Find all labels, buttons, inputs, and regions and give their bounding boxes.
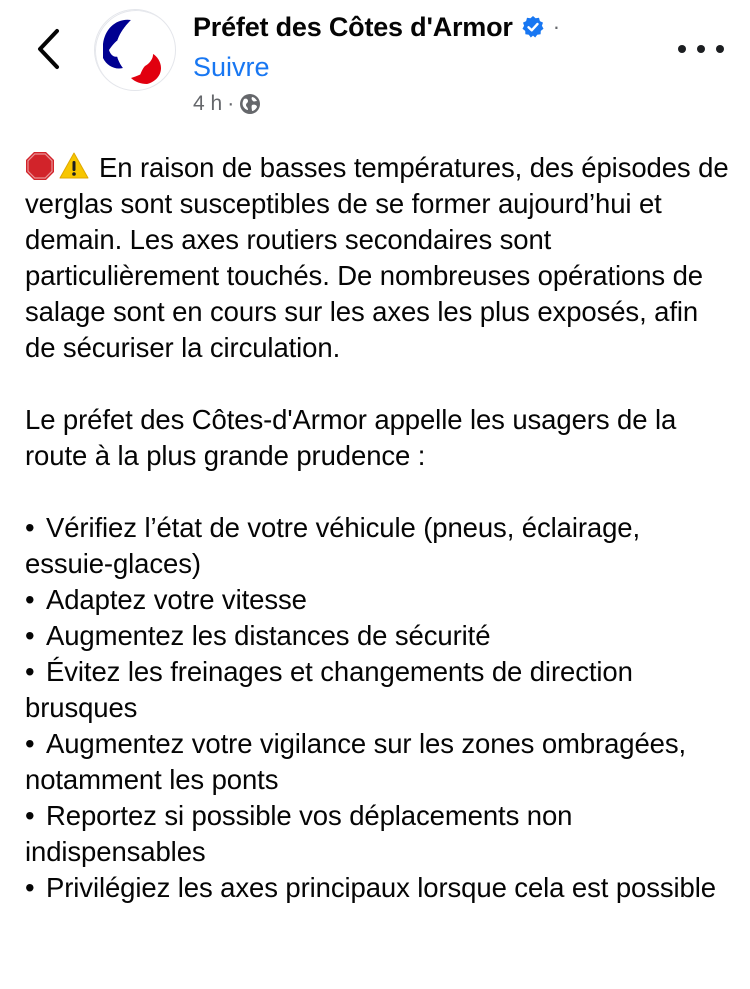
- post-timestamp[interactable]: 4 h: [193, 92, 223, 115]
- advice-item: [25, 798, 730, 870]
- advice-item: [25, 618, 730, 654]
- bullet-marker: •: [25, 800, 35, 831]
- page-name[interactable]: Préfet des Côtes d'Armor: [193, 11, 513, 42]
- bullet-marker: •: [25, 512, 35, 543]
- post-header: [0, 0, 750, 125]
- advice-item: [25, 510, 730, 582]
- bullet-marker: •: [25, 584, 35, 615]
- verified-badge-icon: [521, 15, 545, 39]
- name-separator: ·: [552, 14, 561, 39]
- more-dot: [716, 45, 724, 53]
- stop-sign-icon: [25, 151, 55, 181]
- paragraph-1-text: En raison de basses températures, des épisodes de verglas sont susceptibles de se former aujourd’hui et demain. Les axes routiers secondaires sont particulièrement touchés. De nombreuses opérations de salage sont en cours sur les axes les plus exposés, afin de sécuriser la circulation.: [25, 152, 729, 363]
- advice-text: Reportez si possible vos déplacements non indispensables: [25, 800, 573, 867]
- bullet-marker: •: [25, 728, 35, 759]
- post-paragraph-1: [25, 150, 730, 366]
- more-dot: [678, 45, 686, 53]
- post-paragraph-2: Le préfet des Côtes-d'Armor appelle les usagers de la route à la plus grande prudence :: [25, 404, 677, 471]
- advice-item: [25, 726, 730, 798]
- marianne-logo-icon: [95, 10, 176, 91]
- advice-text: Adaptez votre vitesse: [46, 584, 307, 615]
- bullet-marker: •: [25, 620, 35, 651]
- more-dot: [697, 45, 705, 53]
- advice-text: Augmentez votre vigilance sur les zones ombragées, notamment les ponts: [25, 728, 687, 795]
- advice-list: [25, 510, 730, 906]
- globe-icon: [239, 93, 261, 115]
- post-text: [25, 150, 730, 906]
- advice-item: [25, 654, 730, 726]
- page-avatar[interactable]: [94, 9, 176, 91]
- back-button[interactable]: [28, 24, 68, 74]
- chevron-left-icon: [35, 28, 61, 70]
- bullet-marker: •: [25, 872, 35, 903]
- advice-item: [25, 870, 730, 906]
- post-meta: [193, 92, 261, 116]
- advice-text: Augmentez les distances de sécurité: [46, 620, 491, 651]
- advice-text: Privilégiez les axes principaux lorsque cela est possible: [46, 872, 716, 903]
- more-options-button[interactable]: [678, 36, 724, 62]
- advice-item: [25, 582, 730, 618]
- advice-text: Évitez les freinages et changements de direction brusques: [25, 656, 633, 723]
- follow-button[interactable]: Suivre: [193, 52, 270, 82]
- bullet-marker: •: [25, 656, 35, 687]
- meta-separator: ·: [227, 92, 235, 115]
- page-name-row: [193, 7, 560, 47]
- warning-icon: [59, 151, 89, 181]
- advice-text: Vérifiez l’état de votre véhicule (pneus, éclairage, essuie-glaces): [25, 512, 641, 579]
